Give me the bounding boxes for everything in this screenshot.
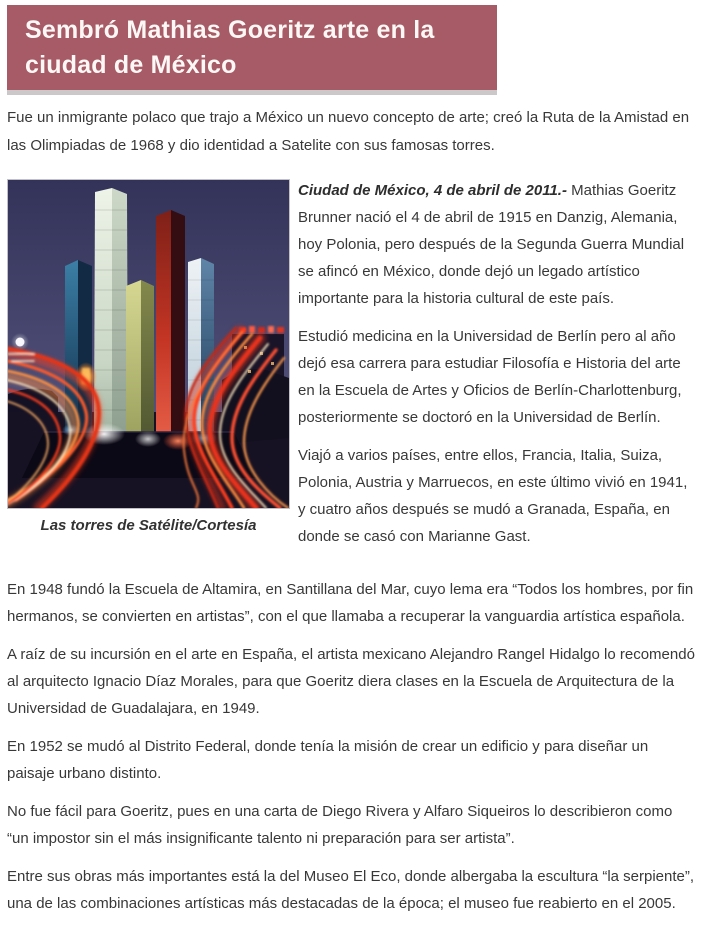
- photo-figure: [7, 179, 290, 536]
- satellite-towers-photo: [7, 179, 290, 509]
- article-paragraph-7: No fue fácil para Goeritz, pues en una carta de Diego Rivera y Alfaro Siqueiros lo describieron como “un impostor sin el más insignificante talento ni preparación para ser artista”.: [7, 803, 673, 847]
- article-paragraph-8: Entre sus obras más importantes está la del Museo El Eco, donde albergaba la escultura “la serpiente”, una de las combinaciones artísticas más destacadas de la época; el museo fue reabierto en el 2005.: [7, 868, 695, 912]
- article-body-lower: [7, 576, 696, 917]
- article-paragraph-3: Viajó a varios países, entre ellos, Francia, Italia, Suiza, Polonia, Austria y Marruecos, en este último vivió en 1941, y cuatro años después se mudó a Granada, España, en donde se casó con Marianne Gast.: [298, 447, 688, 545]
- article-paragraph-4: En 1948 fundó la Escuela de Altamira, en Santillana del Mar, cuyo lema era “Todos los hombres, por fin hermanos, se convierten en artistas”, con el que llamaba a recuperar la vanguardia artística española.: [7, 581, 694, 625]
- page-title: Sembró Mathias Goeritz arte en la ciudad de México: [25, 16, 435, 79]
- neon-sign: [239, 326, 284, 333]
- paragraph-1-text: Mathias Goeritz Brunner nació el 4 de abril de 1915 en Danzig, Alemania, hoy Polonia, pero después de la Segunda Guerra Mundial se afincó en México, donde dejó un legado artístico importante para la historia cultural de este país.: [298, 182, 685, 307]
- headline-banner: [7, 5, 497, 95]
- photo-caption: Las torres de Satélite/Cortesía: [40, 517, 257, 534]
- dateline: Ciudad de México, 4 de abril de 2011.-: [298, 182, 567, 199]
- article-body-top: [7, 177, 696, 550]
- satellite-towers-photo-art: [8, 180, 289, 508]
- article-paragraph-5: A raíz de su incursión en el arte en España, el artista mexicano Alejandro Rangel Hidalgo lo recomendó al arquitecto Ignacio Díaz Morales, para que Goeritz diera clases en la Escuela de Arquitectura de la Universidad de Guadalajara, en 1949.: [7, 646, 695, 717]
- article-paragraph-6: En 1952 se mudó al Distrito Federal, donde tenía la misión de crear un edificio y para diseñar un paisaje urbano distinto.: [7, 738, 649, 782]
- standfirst: Fue un inmigrante polaco que trajo a México un nuevo concepto de arte; creó la Ruta de la Amistad en las Olimpiadas de 1968 y dio identidad a Satelite con sus famosas torres.: [7, 109, 690, 154]
- article-paragraph-2: Estudió medicina en la Universidad de Berlín pero al año dejó esa carrera para estudiar Filosofía e Historia del arte en la Escuela de Artes y Oficios de Berlín-Charlottenburg, posteriormente se doctoró en la Universidad de Berlín.: [298, 328, 682, 426]
